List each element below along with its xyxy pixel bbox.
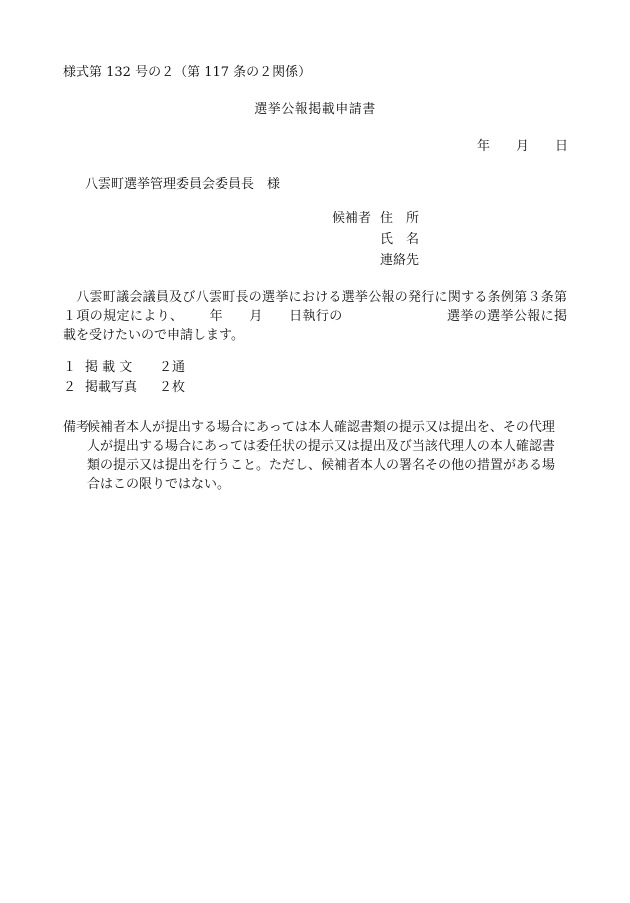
item-name: 掲 載 文	[85, 360, 133, 375]
contact-label: 連絡先	[380, 253, 420, 268]
notes-text: 候補者本人が提出する場合にあっては本人確認書類の提示又は提出を、その代理人が提出する場合にあっては委任状の提示又は提出及び当該代理人の本人確認書類の提示又は提出を行うこと。ただし、候補者本人の署名その他の措置がある場合はこの限りではない。	[87, 420, 556, 492]
addressee: 八雲町選挙管理委員会委員長 様	[85, 177, 281, 192]
item-quantity: ２通	[159, 360, 186, 375]
paragraph-part-5: 選挙の選挙公報に掲載を受けたいので申請します。	[63, 309, 567, 343]
candidate-name-row	[332, 233, 419, 254]
date-line	[477, 140, 568, 153]
request-paragraph	[63, 288, 567, 345]
notes-section	[63, 418, 567, 494]
list-item	[63, 361, 185, 381]
notes-label: 備考	[63, 420, 90, 435]
list-item	[63, 381, 185, 401]
candidate-contact-row	[332, 254, 419, 275]
paragraph-month: 月	[249, 309, 263, 324]
form-number: 様式第 132 号の２（第 117 条の２関係）	[63, 65, 312, 80]
candidate-address-row	[332, 212, 419, 233]
paragraph-year: 年	[209, 309, 224, 324]
paragraph-day-held: 日執行の	[288, 309, 343, 324]
date-day-label: 日	[555, 139, 569, 154]
document-title: 選挙公報掲載申請書	[254, 102, 376, 117]
item-name: 掲載写真	[85, 380, 138, 395]
paragraph-part-1: 八雲町議会議員及び八雲町長の選挙における選挙公報の発行に関する条例第３条第１項の規定により、	[63, 290, 567, 324]
date-month-label: 月	[516, 139, 530, 154]
notes-text-wrapper	[63, 418, 567, 494]
candidate-block	[332, 212, 419, 275]
date-year-label: 年	[477, 139, 491, 154]
candidate-heading: 候補者	[332, 211, 372, 226]
item-number: ２	[63, 380, 77, 395]
item-number: １	[63, 360, 77, 375]
items-list	[63, 361, 185, 401]
address-label: 住 所	[380, 211, 420, 226]
name-label: 氏 名	[380, 232, 420, 247]
item-quantity: ２枚	[159, 380, 186, 395]
